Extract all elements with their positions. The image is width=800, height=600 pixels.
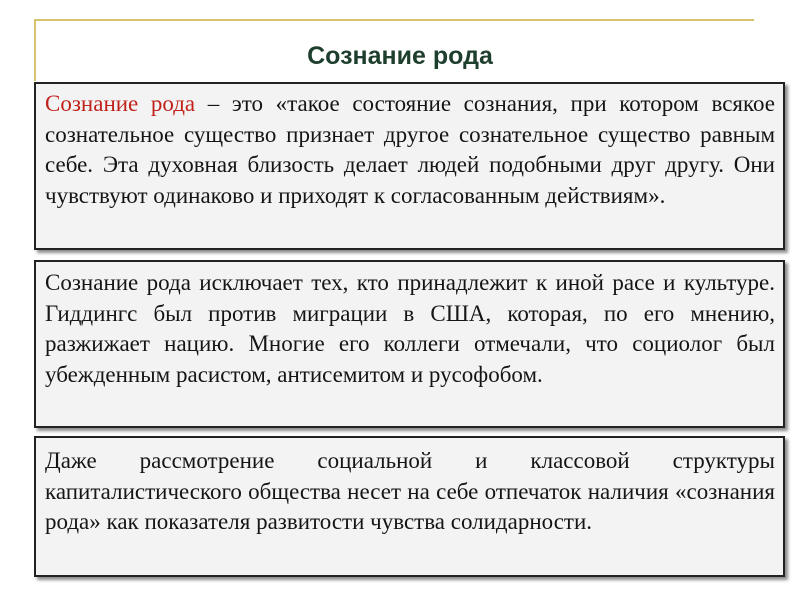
decorative-top-line: [34, 19, 754, 21]
definition-paragraph: [45, 89, 775, 211]
structure-box: [34, 436, 785, 577]
structure-paragraph: Даже рассмотрение социальной и классовой структуры капиталистического общества несет на себе отпечаток наличия «сознания рода» как показателя развитости чувства солидарности.: [45, 448, 775, 534]
definition-box: [34, 82, 785, 250]
slide-title: Сознание рода: [307, 42, 493, 70]
definition-text: – это «такое состояние сознания, при котором всякое сознательное существо признает другое сознательное существо равным себе. Эта духовная близость делает людей подобными друг другу. Они чувствуют одинаково и приходят к согласованным действиям».: [45, 91, 775, 208]
highlighted-term: Сознание рода: [45, 91, 196, 116]
exclusion-box: [34, 260, 785, 428]
exclusion-paragraph: Сознание рода исключает тех, кто принадлежит к иной расе и культуре. Гиддингс был против миграции в США, которая, по его мнению, разжижает нацию. Многие его коллеги отмечали, что социолог был убежденным расистом, антисемитом и русофобом.: [45, 270, 775, 387]
